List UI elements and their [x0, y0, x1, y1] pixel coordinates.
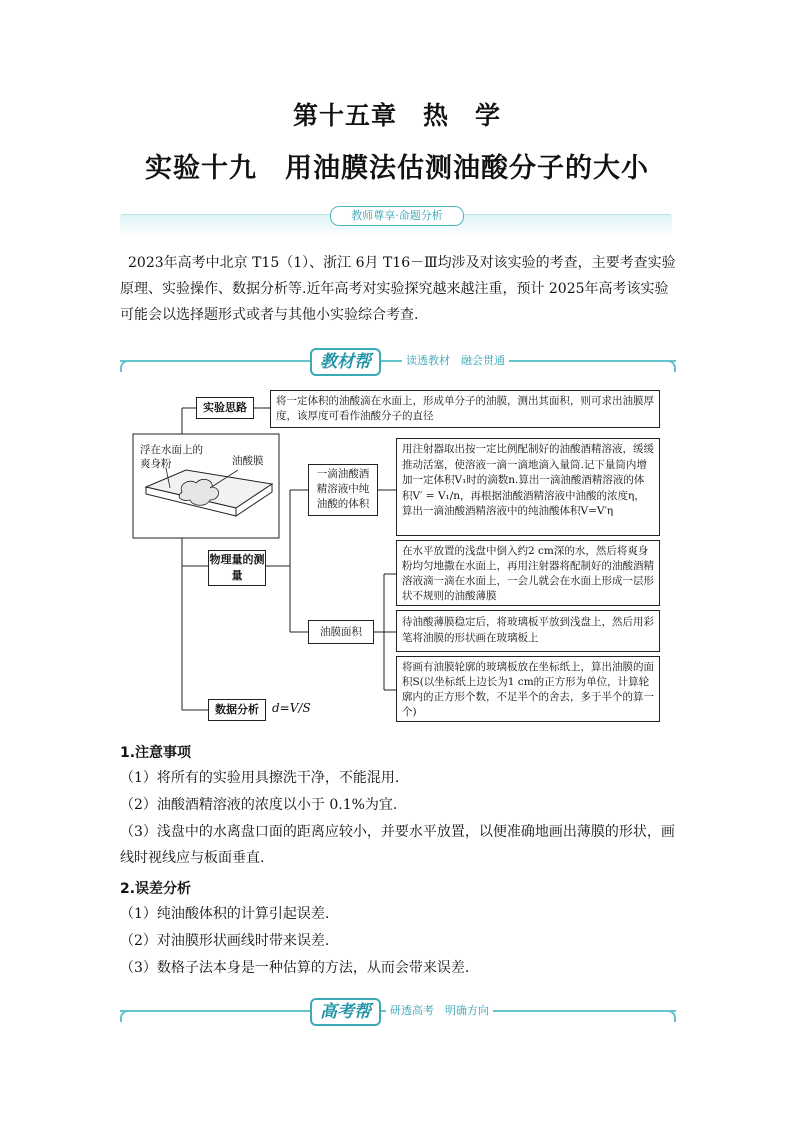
textbook-subtitle: 读透教材 融会贯通: [402, 352, 509, 370]
errors-heading: 2.误差分析: [120, 881, 192, 897]
area-step-2: 待油酸薄膜稳定后，将玻璃板平放到浅盘上，然后用彩笔将油膜的形状画在玻璃板上: [396, 610, 660, 652]
node-experiment-idea: 实验思路: [196, 397, 254, 419]
textbook-tag: 教材帮: [310, 348, 381, 376]
banner-left-curl: [120, 1010, 130, 1022]
errors-item-1: （1）纯油酸体积的计算引起误差.: [120, 906, 330, 922]
volume-description: 用注射器取出按一定比例配制好的油酸酒精溶液，缓缓推动活塞，使溶液一滴一滴地滴入量筒.记下量筒内增加一定体积V₁时的滴数n.算出一滴油酸酒精溶液的体积V′ = V₁/n，再根据油酸酒精溶液中油酸的浓度η，算出一滴油酸酒精溶液中的纯油酸体积V=V′η: [396, 438, 660, 536]
errors-item-2: （2）对油膜形状画线时带来误差.: [120, 933, 330, 949]
idea-description: 将一定体积的油酸滴在水面上，形成单分子的油膜，测出其面积，则可求出油膜厚度，该厚度可看作油酸分子的直径: [270, 390, 660, 428]
notes-heading: 1.注意事项: [120, 745, 192, 761]
errors-item-3: （3）数格子法本身是一种估算的方法，从而会带来误差.: [120, 960, 470, 976]
exam-tag: 高考帮: [310, 998, 381, 1026]
node-oil-volume: 一滴油酸酒精溶液中纯油酸的体积: [308, 464, 378, 516]
exam-subtitle: 研透高考 明确方向: [386, 1002, 493, 1020]
experiment-title: 实验十九 用油膜法估测油酸分子的大小: [145, 153, 649, 184]
teacher-pill: 教师尊享·命题分析: [330, 206, 464, 226]
notes-item-1: （1）将所有的实验用具擦洗干净，不能混用.: [120, 770, 400, 786]
intro-paragraph: 2023年高考中北京 T15（1）、浙江 6月 T16－Ⅲ均涉及对该实验的考查，主要考查实验原理、实验操作、数据分析等.近年高考对实验探究越来越注重，预计 2025年高考该实验可能会以选择题形式或者与其他小实验综合考查.: [120, 255, 676, 323]
node-measurement: 物理量的测量: [208, 550, 266, 586]
notes-item-2: （2）油酸酒精溶液的浓度以小于 0.1%为宜.: [120, 797, 398, 813]
node-film-area: 油膜面积: [308, 620, 374, 644]
film-label: 油酸膜: [232, 455, 264, 467]
node-data-analysis: 数据分析: [208, 699, 266, 721]
area-step-1: 在水平放置的浅盘中倒入约2 cm深的水，然后将爽身粉均匀地撒在水面上，再用注射器将配制好的油酸酒精溶液滴一滴在水面上，一会儿就会在水面上形成一层形状不规则的油酸薄膜: [396, 540, 660, 606]
area-step-3: 将画有油膜轮廓的玻璃板放在坐标纸上，算出油膜的面积S(以坐标纸上边长为1 cm的正方形为单位，计算轮廓内的正方形个数，不足半个的舍去，多于半个的算一个): [396, 656, 660, 722]
powder-label: 浮在水面上的爽身粉: [140, 444, 203, 470]
chapter-title: 第十五章 热 学: [292, 101, 501, 130]
exam-section-banner: [120, 998, 676, 1024]
formula: d=V/S: [272, 701, 311, 715]
notes-item-3: （3）浅盘中的水离盘口面的距离应较小，并要水平放置，以便准确地画出薄膜的形状，画线时视线应与板面垂直.: [120, 824, 675, 866]
